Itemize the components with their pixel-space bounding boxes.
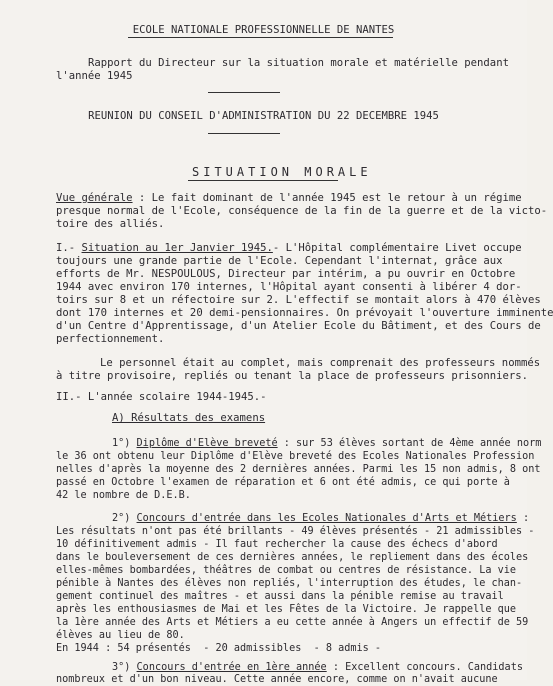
vue-generale-line1 <box>56 192 522 204</box>
report-title-line2: l'année 1945 <box>56 70 133 82</box>
item-2-line10: élèves au lieu de 80. <box>56 630 185 641</box>
item-3-number: 3°) <box>112 662 131 673</box>
section-2-title: II.- L'année scolaire 1944-1945.- <box>56 391 267 403</box>
section-1-line4: 1944 avec environ 170 internes, l'Hôpital ayant consenti à libérer 4 dor- <box>56 281 522 293</box>
item-3-text1: : Excellent concours. Candidats <box>326 662 523 673</box>
item-3-line1 <box>112 662 523 674</box>
subsection-a-title: A) Résultats des examens <box>112 412 266 424</box>
vue-generale-text1: : Le fait dominant de l'année 1945 est le retour à un régime <box>132 192 522 204</box>
item-1-line3: nelles d'après la moyenne des 2 dernières années. Parmi les 15 non admis, 8 ont <box>56 464 541 475</box>
item-1-line5: 42 le nombre de D.E.B. <box>56 490 191 501</box>
school-name: ECOLE NATIONALE PROFESSIONNELLE DE NANTES <box>132 24 395 36</box>
item-2-line5: elles-mêmes bombardées, théâtres de combat ou centres de résistance. La vie <box>56 565 517 576</box>
section-1-number: I.- <box>56 242 76 254</box>
separator-1 <box>208 92 280 93</box>
vue-generale-label: Vue générale <box>56 192 133 204</box>
item-2-text1: : <box>516 513 530 524</box>
section-1-line7: d'un Centre d'Apprentissage, d'un Atelier Ecole du Bâtiment, et des Cours de <box>56 320 541 332</box>
section-1-line2: toujours une grande partie de l'Ecole. Cependant l'internat, grâce aux <box>56 255 503 267</box>
item-1-line1 <box>112 438 541 450</box>
section-1-para2-line2: à titre provisoire, repliés ou tenant la place de professeurs prisonniers. <box>56 370 528 382</box>
section-1-label: Situation au 1er Janvier 1945. <box>81 242 273 254</box>
separator-2 <box>208 133 280 134</box>
section-1-para2-line1: Le personnel était au complet, mais comprenait des professeurs nommés <box>100 357 541 369</box>
item-2-line6: pénible à Nantes des élèves non repliés, l'interruption des études, le chan- <box>56 578 523 589</box>
vue-generale-line3: toire des alliés. <box>56 218 165 230</box>
item-1-line4: passé en Octobre l'examen de réparation et 6 ont été admis, ce qui porte à <box>56 477 510 488</box>
section-title: SITUATION MORALE <box>192 165 372 179</box>
section-1-line6: dont 170 internes et 20 demi-pensionnaires. On prévoyait l'ouverture imminente <box>56 307 553 319</box>
item-2-line3: 10 définitivement admis - Il faut rechercher la cause des échecs d'abord <box>56 539 498 550</box>
item-1-line2: le 36 ont obtenu leur Diplôme d'Elève breveté des Ecoles Nationales Profession <box>56 451 535 462</box>
item-2-line8: après les enthousiasmes de Mai et les Fêtes de la Victoire. Je rappelle que <box>56 604 517 615</box>
item-3-label: Concours d'entrée en 1ère année <box>136 662 327 673</box>
item-1-number: 1°) <box>112 438 131 449</box>
item-2-line7: gement continuel des maîtres - et aussi dans la pénible remise au travail <box>56 591 504 602</box>
section-1-line5: toirs sur 8 et un réfectoire sur 2. L'effectif se montait alors à 470 élèves <box>56 294 541 306</box>
vue-generale-line2: presque normal de l'Ecole, conséquence de la fin de la guerre et de la victo- <box>56 205 548 217</box>
item-1-label: Diplôme d'Elève breveté <box>136 438 278 449</box>
section-title-underline <box>188 180 338 181</box>
item-2-line9: la 1ère année des Arts et Métiers a eu cette année à Angers un effectif de 59 <box>56 617 529 628</box>
item-2-line1 <box>112 513 529 525</box>
item-1-text1: : sur 53 élèves sortant de 4ème année norm <box>277 438 542 449</box>
report-title-line1: Rapport du Directeur sur la situation morale et matérielle pendant <box>88 57 509 69</box>
section-1-line1 <box>56 242 522 254</box>
section-1-line3: efforts de Mr. NESPOULOUS, Directeur par intérim, a pu ouvrir en Octobre <box>56 268 516 280</box>
item-2-line2: Les résultats n'ont pas été brillants - 49 élèves présentés - 21 admissibles - <box>56 526 535 537</box>
item-3-line2: nombreux et d'un bon niveau. Cette année encore, comme on n'avait aucune <box>56 674 498 685</box>
header-underline <box>128 37 393 38</box>
item-2-number: 2°) <box>112 513 131 524</box>
section-1-line8: perfectionnement. <box>56 333 165 345</box>
item-2-label: Concours d'entrée dans les Ecoles Nationales d'Arts et Métiers <box>136 513 517 524</box>
item-2-line11: En 1944 : 54 présentés - 20 admissibles - 8 admis - <box>56 643 382 654</box>
section-1-text1: - L'Hôpital complémentaire Livet occupe <box>272 242 522 254</box>
meeting-title: REUNION DU CONSEIL D'ADMINISTRATION DU 22 DECEMBRE 1945 <box>88 110 439 122</box>
item-2-line4: dans le bouleversement de ces dernières années, le repliement dans des écoles <box>56 552 529 563</box>
